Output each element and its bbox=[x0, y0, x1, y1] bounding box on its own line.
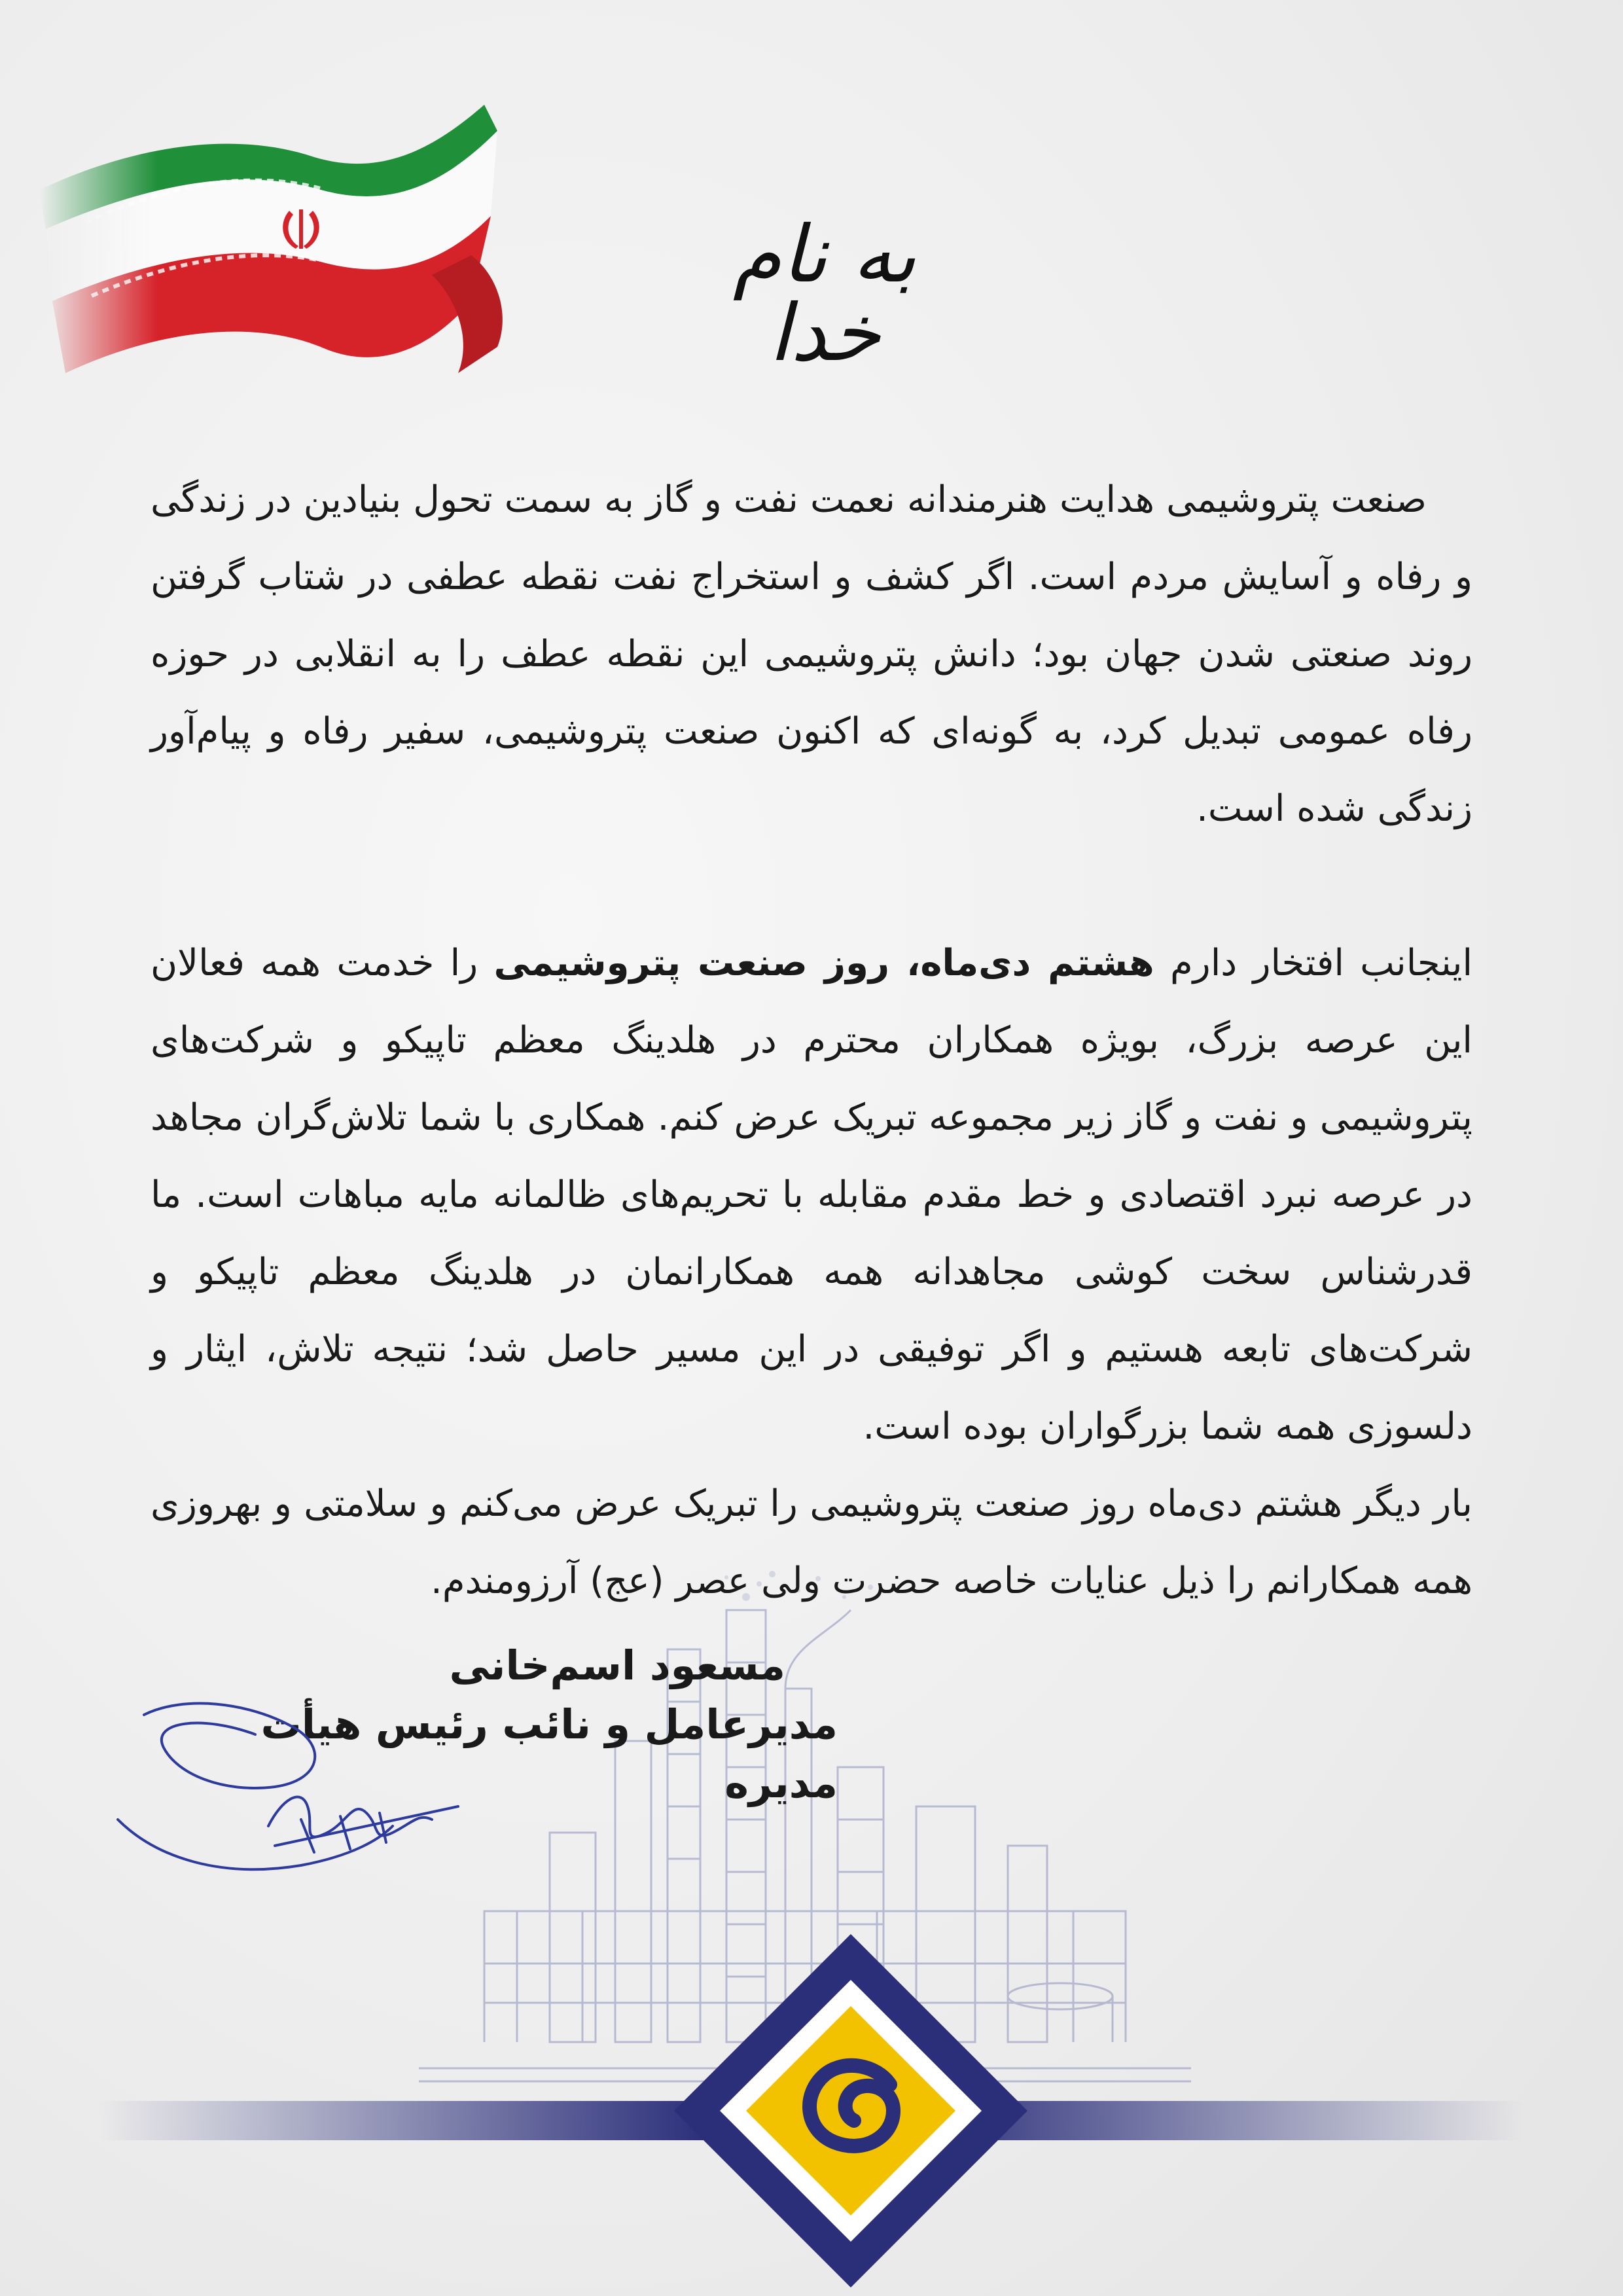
handwritten-signature-icon bbox=[105, 1689, 471, 1905]
tapico-logo-icon bbox=[674, 1934, 1027, 2287]
petrochemical-day-highlight: هشتم دی‌ماه، روز صنعت پتروشیمی bbox=[493, 942, 1154, 984]
signer-name: مسعود اسم‌خانی bbox=[449, 1641, 785, 1689]
letter-paragraph: بار دیگر هشتم دی‌ماه روز صنعت پتروشیمی را تبریک عرض می‌کنم و سلامتی و بهروزی همه همکارانم را ذیل عنایات خاصه حضرت ولی عصر (عج) آرزومندم. bbox=[151, 1482, 1472, 1602]
basmala-heading: به نام خدا bbox=[732, 209, 917, 379]
letter-paragraph: صنعت پتروشیمی هدایت هنرمندانه نعمت نفت و گاز به سمت تحول بنیادین در زندگی و رفاه و آسایش مردم است. اگر کشف و استخراج نفت نقطه عطفی در شتاب گرفتن روند صنعتی شدن جهان بود؛ دانش پتروشیمی این نقطه عطف را به انقلابی در حوزه رفاه عمومی تبدیل کرد، به گونه‌ای که اکنون صنعت پتروشیمی، سفیر رفاه و پیام‌آور زندگی شده است. bbox=[151, 478, 1472, 830]
paragraph-text: اینجانب افتخار دارم bbox=[1154, 942, 1473, 984]
paragraph-text: را خدمت همه فعالان این عرصه بزرگ، بویژه همکاران محترم در هلدینگ معظم تاپیکو و شرکت‌های پتروشیمی و نفت و گاز زیر مجموعه تبریک عرض کنم. همکاری با شما تلاش‌گران مجاهد در عرصه نبرد اقتصادی و خط مقدم مقابله با تحریم‌های ظالمانه مایه مباهات است. ما قدرشناس سخت کوشی مجاهدانه همه همکارانمان در هلدینگ معظم تاپیکو و شرکت‌های تابعه هستیم و اگر توفیقی در این مسیر حاصل شد؛ نتیجه تلاش، ایثار و دلسوزی همه شما بزرگواران بوده است. bbox=[151, 942, 1472, 1448]
iran-flag-icon bbox=[39, 105, 510, 380]
letter-paragraph bbox=[151, 925, 1472, 1465]
signer-title: مدیرعامل و نائب رئیس هیأت مدیره bbox=[260, 1700, 838, 1807]
letter-body bbox=[151, 461, 1472, 1620]
